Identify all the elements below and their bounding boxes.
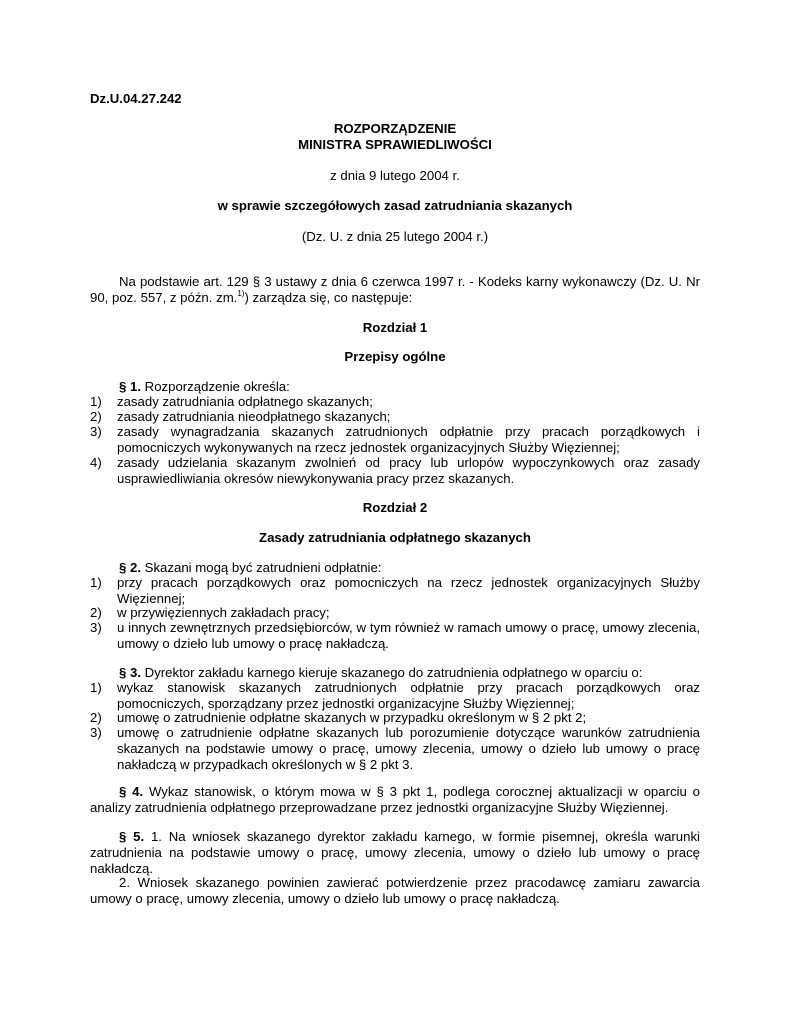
publication-info: (Dz. U. z dnia 25 lutego 2004 r.) xyxy=(301,229,489,244)
list-item: 1) przy pracach porządkowych oraz pomocniczych na rzecz jednostek organizacyjnych Służby Więziennej; xyxy=(90,575,700,606)
chapter-1-name: Przepisy ogólne xyxy=(344,349,446,364)
list-item: 3) umowę o zatrudnienie odpłatne skazanych lub porozumienie dotyczące warunków zatrudnienia skazanych na podstawie umowy o pracę, umowy zlecenia, umowy o dzieło lub umowy o pracę nakładczą w przypadkach określonych w § 2 pkt 3. xyxy=(90,725,700,772)
list-item: 3) zasady wynagradzania skazanych zatrudnionych odpłatnie przy pracach porządkowych i pomocniczych wykonywanych na rzecz jednostek organizacyjnych Służby Więziennej; xyxy=(90,424,700,455)
chapter-2-name: Zasady zatrudniania odpłatnego skazanych xyxy=(259,530,531,545)
title-line-1: ROZPORZĄDZENIE xyxy=(333,121,457,136)
paragraph-3-intro: § 3. Dyrektor zakładu karnego kieruje skazanego do zatrudnienia odpłatnego w oparciu o: xyxy=(119,665,643,680)
list-item: 1) zasady zatrudniania odpłatnego skazanych; xyxy=(90,394,373,409)
footnote-ref[interactable]: 1) xyxy=(237,289,245,298)
document-date: z dnia 9 lutego 2004 r. xyxy=(330,168,460,183)
list-item: 4) zasady udzielania skazanym zwolnień od pracy lub urlopów wypoczynkowych oraz zasady usprawiedliwiania okresów niewykonywania pracy przez skazanych. xyxy=(90,455,700,486)
paragraph-5-section-2: 2. Wniosek skazanego powinien zawierać potwierdzenie przez pracodawcę zamiaru zawarcia umowy o pracę, umowy zlecenia, umowy o dzieło lub umowy o pracę nakładczą. xyxy=(90,875,700,906)
list-item: 2) zasady zatrudniania nieodpłatnego skazanych; xyxy=(90,409,391,424)
paragraph-label: § 2. xyxy=(119,560,141,575)
document-id: Dz.U.04.27.242 xyxy=(90,91,182,106)
paragraph-4: § 4. Wykaz stanowisk, o którym mowa w § 3 pkt 1, podlega corocznej aktualizacji w oparciu o analizy zatrudnienia odpłatnego przeprowadzane przez jednostki organizacyjne Służby Więziennej. xyxy=(90,784,701,815)
paragraph-5-section-1: § 5. 1. Na wniosek skazanego dyrektor zakładu karnego, w formie pisemnej, określa warunki zatrudnienia na podstawie umowy o pracę, umowy zlecenia, umowy o dzieło lub umowy o pracę nakładczą. xyxy=(90,829,700,876)
paragraph-1-intro: § 1. Rozporządzenie określa: xyxy=(119,379,290,394)
title-line-2: MINISTRA SPRAWIEDLIWOŚCI xyxy=(298,137,492,152)
preamble: Na podstawie art. 129 § 3 ustawy z dnia 6 czerwca 1997 r. - Kodeks karny wykonawczy (Dz. U. Nr 90, poz. 557, z późn. zm.$^{1)}$) zarządza się, co następuje: xyxy=(90,274,700,305)
paragraph-label: § 4. xyxy=(119,784,144,799)
paragraph-label: § 5. xyxy=(119,829,145,844)
list-item: 2) umowę o zatrudnienie odpłatne skazanych w przypadku określonym w § 2 pkt 2; xyxy=(90,710,587,725)
paragraph-2-intro: § 2. Skazani mogą być zatrudnieni odpłatnie: xyxy=(119,560,382,575)
list-item: 1) wykaz stanowisk skazanych zatrudnionych odpłatnie przy pracach porządkowych oraz pomocniczych, sporządzany przez jednostki organizacyjne Służby Więziennej; xyxy=(90,680,700,711)
document-subject: w sprawie szczegółowych zasad zatrudniania skazanych xyxy=(217,198,573,213)
chapter-2-title: Rozdział 2 xyxy=(362,500,428,515)
list-item: 2) w przywięziennych zakładach pracy; xyxy=(90,605,330,620)
paragraph-label: § 1. xyxy=(119,379,141,394)
list-item: 3) u innych zewnętrznych przedsiębiorców, w tym również w ramach umowy o pracę, umowy zlecenia, umowy o dzieło lub umowy o pracę nakładczą. xyxy=(90,620,700,651)
paragraph-label: § 3. xyxy=(119,665,141,680)
chapter-1-title: Rozdział 1 xyxy=(362,320,428,335)
